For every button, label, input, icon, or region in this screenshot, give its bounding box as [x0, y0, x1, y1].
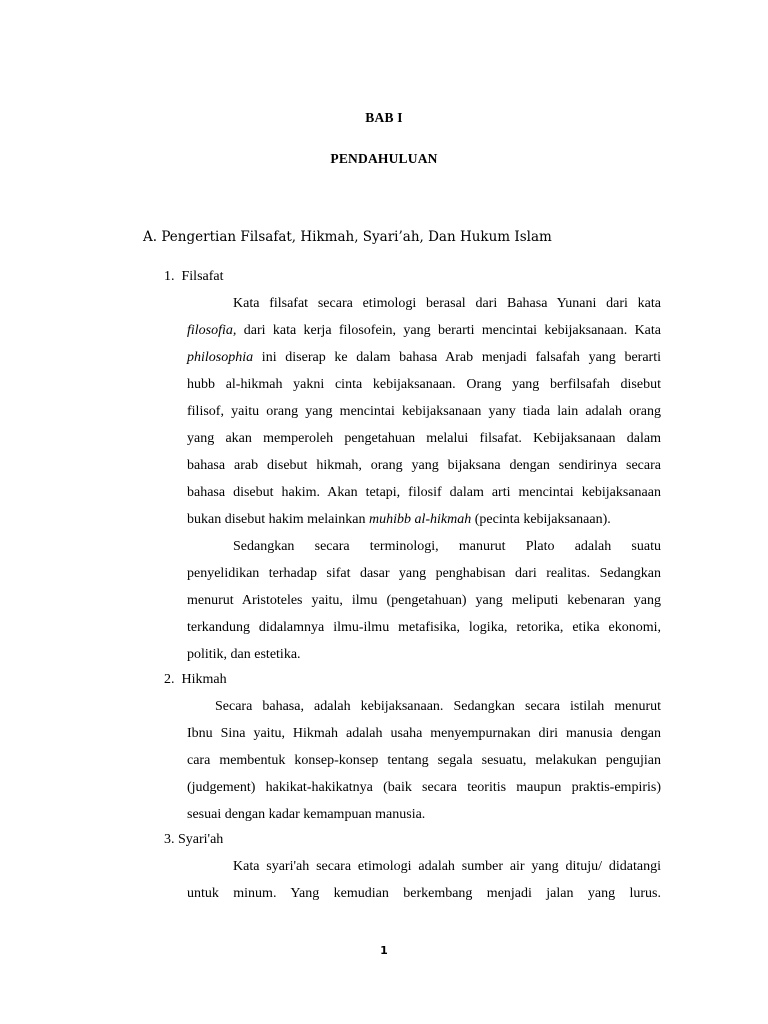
paragraph-line: bahasa disebut hakim. Akan tetapi, filosif dalam arti mencintai kebijaksanaan: [187, 485, 661, 500]
list-title: Hikmah: [181, 672, 227, 687]
list-number: 2.: [164, 672, 175, 687]
paragraph-line: Kata filsafat secara etimologi berasal dari Bahasa Yunani dari kata: [233, 296, 661, 311]
paragraph-line: Sedangkan secara terminologi, manurut Plato adalah suatu: [233, 539, 661, 554]
paragraph-line: politik, dan estetika.: [187, 647, 301, 662]
list-item-filsafat: [164, 269, 224, 285]
paragraph-line: cara membentuk konsep-konsep tentang segala sesuatu, melakukan pengujian: [187, 753, 661, 768]
paragraph-line: sesuai dengan kadar kemampuan manusia.: [187, 807, 426, 822]
paragraph-line: filisof, yaitu orang yang mencintai kebijaksanaan yany tiada lain adalah orang: [187, 404, 661, 419]
paragraph-line: terkandung didalamnya ilmu-ilmu metafisika, logika, retorika, etika ekonomi,: [187, 620, 661, 635]
paragraph-line: untuk minum. Yang kemudian berkembang menjadi jalan yang lurus.: [187, 886, 661, 901]
section-heading: A. Pengertian Filsafat, Hikmah, Syari’ah, Dan Hukum Islam: [143, 229, 552, 245]
paragraph-line: (judgement) hakikat-hakikatnya (baik secara teoritis maupun praktis-empiris): [187, 780, 661, 795]
paragraph-line: yang akan memperoleh pengetahuan melalui filsafat. Kebijaksanaan dalam: [187, 431, 661, 446]
paragraph-line: Ibnu Sina yaitu, Hikmah adalah usaha menyempurnakan diri manusia dengan: [187, 726, 661, 741]
paragraph-line: penyelidikan terhadap sifat dasar yang penghabisan dari realitas. Sedangkan: [187, 566, 661, 581]
paragraph-line: philosophia ini diserap ke dalam bahasa Arab menjadi falsafah yang berarti: [187, 350, 661, 365]
paragraph-line: Secara bahasa, adalah kebijaksanaan. Sedangkan secara istilah menurut: [215, 699, 661, 714]
paragraph-line: bahasa arab disebut hikmah, orang yang bijaksana dengan sendirinya secara: [187, 458, 661, 473]
paragraph-line: hubb al-hikmah yakni cinta kebijaksanaan. Orang yang berfilsafah disebut: [187, 377, 661, 392]
list-title: Filsafat: [181, 269, 224, 284]
chapter-label: BAB I: [365, 110, 403, 125]
list-number: 1.: [164, 269, 175, 284]
page-number: 1: [380, 944, 388, 957]
paragraph-line: bukan disebut hakim melainkan muhibb al-hikmah (pecinta kebijaksanaan).: [187, 512, 611, 527]
list-title: Syari'ah: [178, 832, 224, 847]
paragraph-line: filosofia, dari kata kerja filosofein, yang berarti mencintai kebijaksanaan. Kata: [187, 323, 661, 338]
chapter-title: PENDAHULUAN: [330, 151, 438, 166]
list-item-syariah: [164, 832, 223, 848]
list-item-hikmah: [164, 672, 227, 688]
paragraph-line: menurut Aristoteles yaitu, ilmu (pengetahuan) yang meliputi kebenaran yang: [187, 593, 661, 608]
list-number: 3.: [164, 832, 175, 847]
paragraph-line: Kata syari'ah secara etimologi adalah sumber air yang dituju/ didatangi: [233, 859, 661, 874]
